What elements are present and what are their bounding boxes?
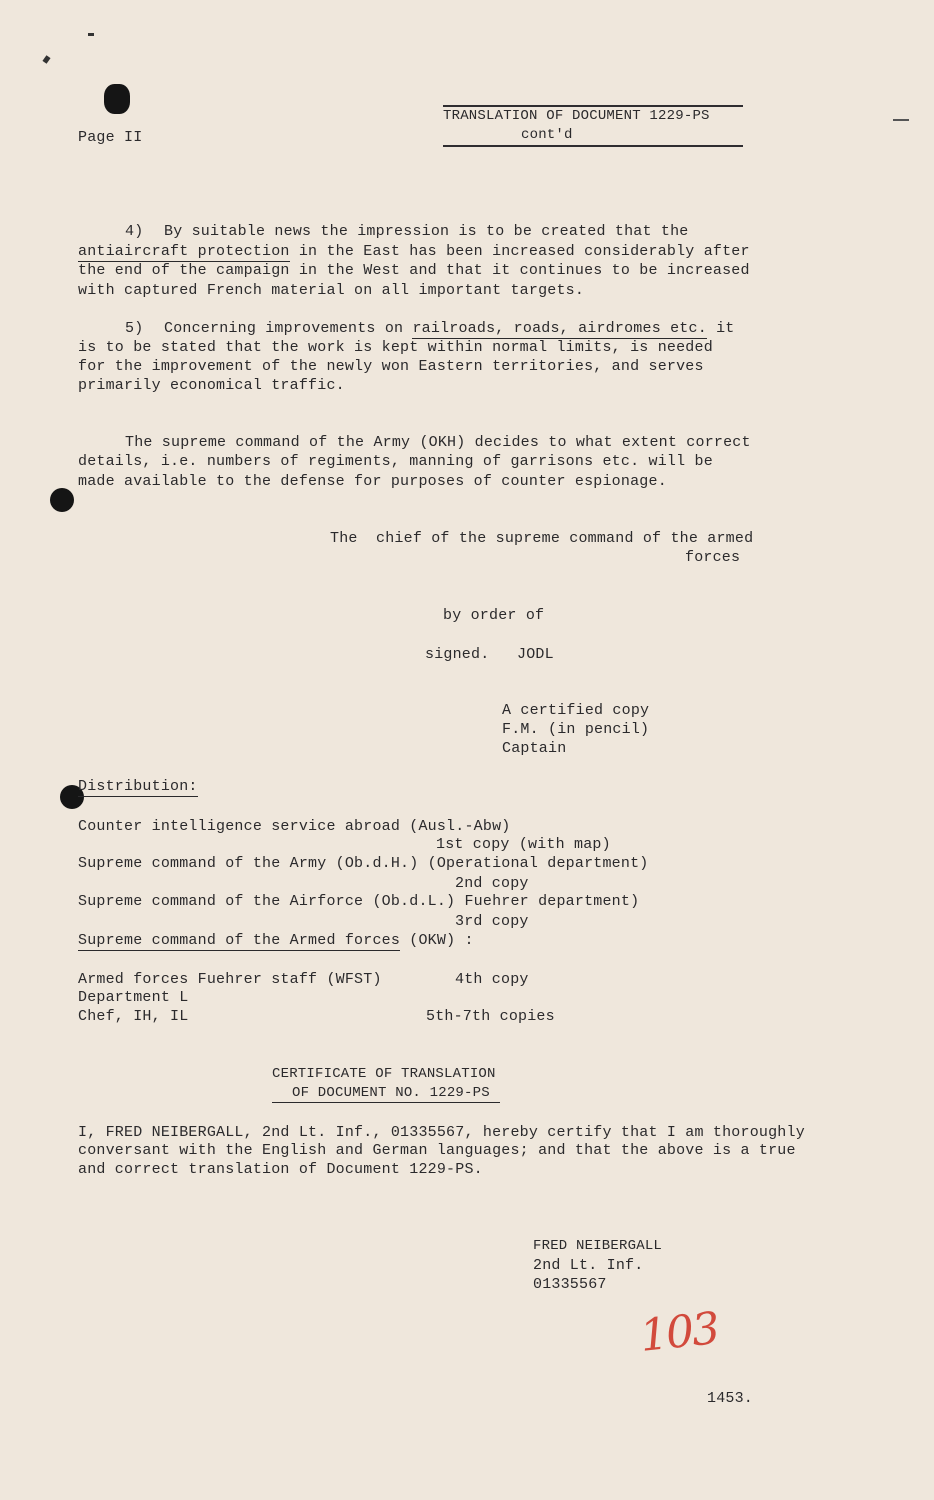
- distribution-text: (OKW) :: [400, 932, 474, 949]
- distribution-row: Armed forces Fuehrer staff (WFST): [78, 971, 382, 988]
- document-title: TRANSLATION OF DOCUMENT 1229-PS: [443, 108, 710, 124]
- certificate-title: CERTIFICATE OF TRANSLATION: [272, 1066, 496, 1082]
- distribution-copy: 2nd copy: [455, 875, 529, 892]
- paragraph-4-text: in the East has been increased considerably after: [289, 243, 750, 260]
- ink-speck: [88, 33, 94, 36]
- certificate-body-line: I, FRED NEIBERGALL, 2nd Lt. Inf., 01335567, hereby certify that I am thoroughly: [78, 1124, 805, 1141]
- certified-copy-line: A certified copy: [502, 702, 650, 719]
- certified-copy-line: F.M. (in pencil): [502, 721, 650, 738]
- distribution-row: Chef, IH, IL: [78, 1008, 189, 1025]
- paragraph-4-number: 4): [125, 223, 144, 240]
- header-rule-bottom: [443, 145, 743, 147]
- distribution-row: Supreme command of the Army (Ob.d.H.) (Operational department): [78, 855, 649, 872]
- underlined-phrase: Supreme command of the Armed forces: [78, 932, 401, 949]
- distribution-copy: 5th-7th copies: [426, 1008, 555, 1025]
- distribution-row: Counter intelligence service abroad (Ausl.-Abw): [78, 818, 511, 835]
- signature-chief-line: forces: [685, 549, 741, 566]
- paragraph-5-line: is to be stated that the work is kept within normal limits, is needed: [78, 339, 713, 356]
- pencil-page-number: 103: [637, 1303, 721, 1362]
- underlined-phrase: antiaircraft protection: [78, 243, 290, 260]
- distribution-row: Supreme command of the Airforce (Ob.d.L.) Fuehrer department): [78, 893, 640, 910]
- distribution-copy: 1st copy (with map): [436, 836, 611, 853]
- signature-by-order: by order of: [443, 607, 545, 624]
- paragraph-6-line: made available to the defense for purposes of counter espionage.: [78, 473, 667, 490]
- paragraph-6-line: details, i.e. numbers of regiments, manning of garrisons etc. will be: [78, 453, 713, 470]
- page-number: 1453.: [707, 1390, 754, 1407]
- paragraph-5-line: for the improvement of the newly won Eastern territories, and serves: [78, 358, 704, 375]
- paragraph-5-line: primarily economical traffic.: [78, 377, 345, 394]
- paragraph-4-line: By suitable news the impression is to be created that the: [164, 223, 689, 240]
- distribution-heading: [78, 777, 198, 797]
- distribution-row: [78, 931, 474, 951]
- paragraph-4-line: with captured French material on all important targets.: [78, 282, 585, 299]
- paragraph-5-text: Concerning improvements on: [164, 320, 413, 337]
- punch-hole-middle: [50, 488, 74, 512]
- document-subtitle: cont'd: [521, 127, 573, 143]
- distribution-copy: 3rd copy: [455, 913, 529, 930]
- ink-speck: [893, 119, 909, 121]
- signature-signed: signed. JODL: [425, 646, 554, 663]
- certificate-body-line: conversant with the English and German languages; and that the above is a true: [78, 1142, 796, 1159]
- certificate-title: [272, 1084, 500, 1104]
- paragraph-5-line: [164, 319, 735, 339]
- certified-copy-line: Captain: [502, 740, 567, 757]
- certificate-body-line: and correct translation of Document 1229-PS.: [78, 1161, 483, 1178]
- paragraph-5-number: 5): [125, 320, 144, 337]
- distribution-copy: 4th copy: [455, 971, 529, 988]
- paragraph-5-text: it: [706, 320, 735, 337]
- signature-chief-line: The chief of the supreme command of the armed: [330, 530, 754, 547]
- page-label: Page II: [78, 129, 143, 146]
- certificate-title-text: OF DOCUMENT NO. 1229-PS: [272, 1085, 500, 1103]
- underlined-phrase: railroads, roads, airdromes etc.: [412, 320, 707, 337]
- ink-speck: [42, 55, 50, 64]
- punch-hole-top: [104, 84, 130, 114]
- paragraph-6-line: The supreme command of the Army (OKH) decides to what extent correct: [125, 434, 751, 451]
- translator-signature: FRED NEIBERGALL: [533, 1238, 663, 1254]
- paragraph-4-line: the end of the campaign in the West and that it continues to be increased: [78, 262, 750, 279]
- translator-signature: 2nd Lt. Inf.: [533, 1257, 644, 1274]
- translator-signature: 01335567: [533, 1276, 607, 1293]
- distribution-heading-text: Distribution:: [78, 778, 198, 795]
- distribution-row: Department L: [78, 989, 189, 1006]
- paragraph-4-line: [78, 242, 750, 262]
